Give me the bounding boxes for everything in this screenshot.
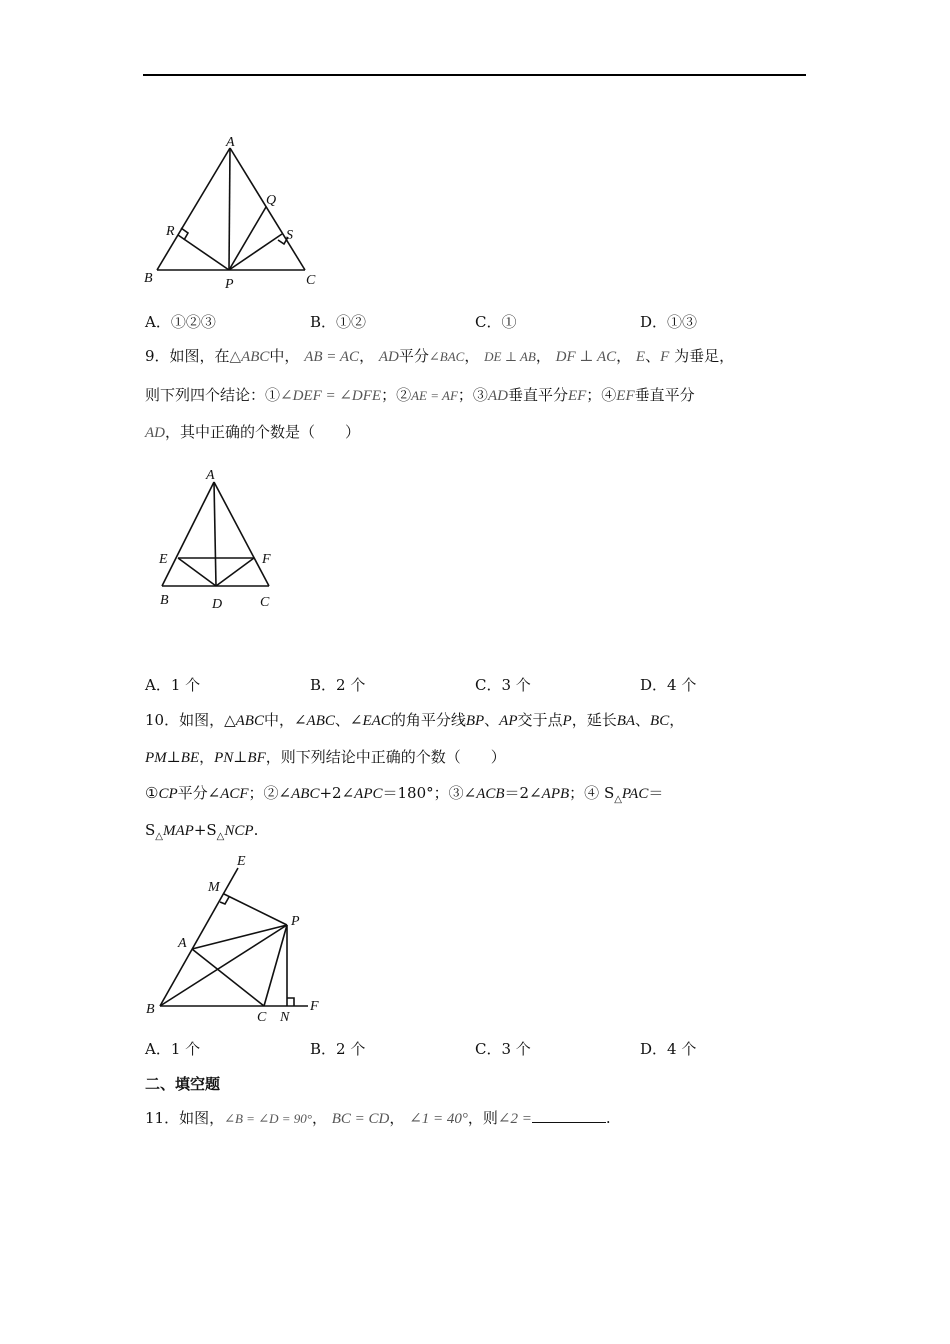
q8-option-d: D．①③ (640, 313, 698, 331)
fig-q8-label-s: S (286, 228, 293, 243)
q9-line-3: AD，其中正确的个数是（ ） (145, 423, 361, 441)
q10-option-a: A．1 个 (145, 1040, 201, 1058)
q8-option-a: A．①②③ (145, 313, 216, 331)
fig-q10-ray-be (160, 868, 238, 1006)
fig-q8-segment-ap (229, 148, 230, 270)
q8-option-b: B．①② (310, 313, 367, 331)
fig-q10-label-n: N (280, 1010, 290, 1025)
fig-q8-side-ab (157, 148, 230, 270)
q9-option-d: D．4 个 (640, 676, 697, 694)
fig-q10-label-f: F (310, 999, 319, 1014)
section-heading-fill-in: 二、填空题 (145, 1075, 221, 1093)
q9-option-c: C．3 个 (475, 676, 531, 694)
fig-q9-label-e: E (159, 552, 168, 567)
q11-line-1: 11．如图，∠B = ∠D = 90°， BC = CD， ∠1 = 40°，则∠2 = . (145, 1109, 611, 1127)
fig-q9-label-b: B (160, 593, 169, 608)
q8-option-c: C．① (475, 313, 517, 331)
fig-q9-segment-de (178, 558, 216, 586)
fig-q9-segment-df (216, 558, 254, 586)
fig-q9-label-d: D (212, 597, 223, 612)
fig-q8-label-b: B (144, 271, 153, 286)
fig-q10-segment-mp (224, 894, 287, 925)
q10-line-4: $S_\triangle MAP+S_\triangle NCP$. (145, 821, 259, 842)
q11-answer-blank[interactable] (532, 1108, 606, 1123)
fig-q8-label-p: P (225, 277, 234, 292)
fig-q8-segment-pq (229, 207, 266, 270)
q10-line-3: ①CP平分∠ACF；②∠ABC+2∠APC＝180°；③∠ACB＝2∠APB；④ $S_\triangle PAC=$ (145, 784, 664, 805)
fig-q10-label-b: B (146, 1002, 155, 1017)
fig-q10-segment-ac (192, 949, 264, 1006)
fig-q9-label-c: C (260, 595, 270, 610)
fig-q10-label-c: C (257, 1010, 267, 1025)
fig-q8-segment-ps (229, 234, 282, 270)
fig-q10-label-p: P (291, 914, 300, 929)
q9-line-1: 9．如图，在△ABC中， AB = AC， AD平分∠BAC， DE ⊥ AB， DF ⊥ AC， E、F 为垂足， (145, 347, 735, 365)
fig-q10-label-a: A (178, 936, 187, 951)
q10-option-b: B．2 个 (310, 1040, 366, 1058)
fig-q8-label-q: Q (266, 193, 277, 208)
fig-q10-label-m: M (208, 880, 220, 895)
fig-q10-segment-ap (192, 925, 287, 949)
fig-q9-label-f: F (262, 552, 271, 567)
fig-q9-side-ac (214, 482, 269, 586)
fig-q8-label-c: C (306, 273, 316, 288)
fig-q10-right-angle-n (287, 998, 294, 1006)
figure-q8 (140, 132, 330, 292)
fig-q9-label-a: A (206, 468, 215, 483)
fig-q10-label-e: E (237, 854, 246, 869)
q9-line-2: 则下列四个结论：①∠DEF = ∠DFE；②AE = AF；③AD垂直平分EF；④EF垂直平分 (145, 386, 695, 404)
fig-q8-label-a: A (226, 135, 235, 150)
fig-q8-side-ac (230, 148, 305, 270)
fig-q9-segment-ad (214, 482, 216, 586)
fig-q8-label-r: R (166, 224, 175, 239)
header-rule (143, 74, 806, 76)
fig-q9-side-ab (162, 482, 214, 586)
q10-option-d: D．4 个 (640, 1040, 697, 1058)
q9-option-b: B．2 个 (310, 676, 366, 694)
q10-option-c: C．3 个 (475, 1040, 531, 1058)
figure-q10 (140, 850, 340, 1025)
fig-q8-segment-pr (178, 235, 229, 270)
q9-option-a: A．1 个 (145, 676, 201, 694)
figure-q9 (152, 464, 292, 619)
q10-line-1: 10．如图，△ABC中，∠ABC、∠EAC的角平分线BP、AP交于点P，延长BA、BC， (145, 711, 685, 729)
q10-line-2: PM⊥BE，PN⊥BF，则下列结论中正确的个数（ ） (145, 748, 506, 766)
